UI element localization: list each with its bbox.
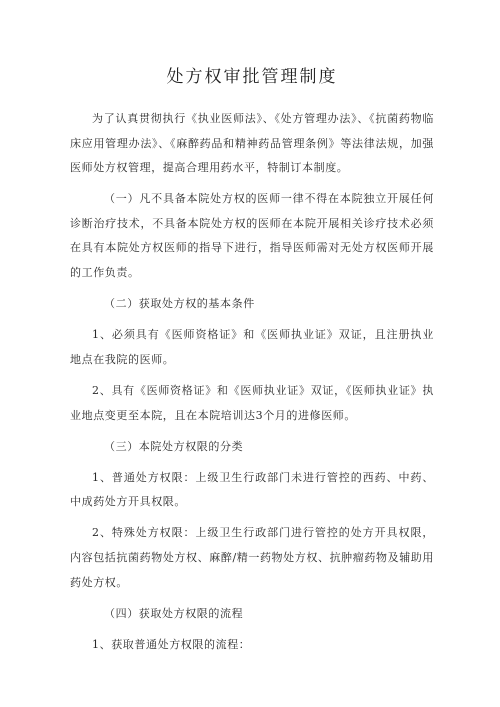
document-title: 处方权审批管理制度: [166, 67, 338, 87]
paragraph-item-4-1: 1、获取普通处方权限的流程：: [92, 637, 251, 651]
paragraph-item-3-2: 2、特殊处方权限：上级卫生行政部门进行管控的处方开具权限，内容包括抗菌药物处方权、麻醉/精一药物处方权、抗肿瘤药物及辅助用药处方权。: [70, 526, 434, 589]
section-heading-3: （三）本院处方权限的分类: [104, 439, 244, 453]
paragraph-intro: 为了认真贯彻执行《执业医师法》、《处方管理办法》、《抗菌药物临床应用管理办法》、《麻醉药品和精神药品管理条例》等法律法规，加强医师处方权管理，提高合理用药水平，特制订本制度。: [70, 112, 434, 175]
section-heading-2: （二）获取处方权的基本条件: [104, 297, 255, 311]
paragraph-section-1: （一）凡不具备本院处方权的医师一律不得在本院独立开展任何诊断治疗技术，不具备本院处方权的医师在本院开展相关诊疗技术必须在具有本院处方权医师的指导下进行，指导医师需对无处方权医师开展的工作负责。: [70, 192, 434, 280]
document-body: [70, 107, 434, 657]
paragraph-item-3-1: 1、普通处方权限：上级卫生行政部门未进行管控的西药、中药、中成药处方开具权限。: [70, 470, 434, 509]
paragraph-item-2-2: 2、具有《医师资格证》和《医师执业证》双证，《医师执业证》执业地点变更至本院，且在本院培训达3个月的进修医师。: [70, 383, 434, 422]
section-heading-4: （四）获取处方权限的流程: [104, 606, 244, 620]
paragraph-item-2-1: 1、必须具有《医师资格证》和《医师执业证》双证，且注册执业地点在我院的医师。: [70, 328, 434, 366]
